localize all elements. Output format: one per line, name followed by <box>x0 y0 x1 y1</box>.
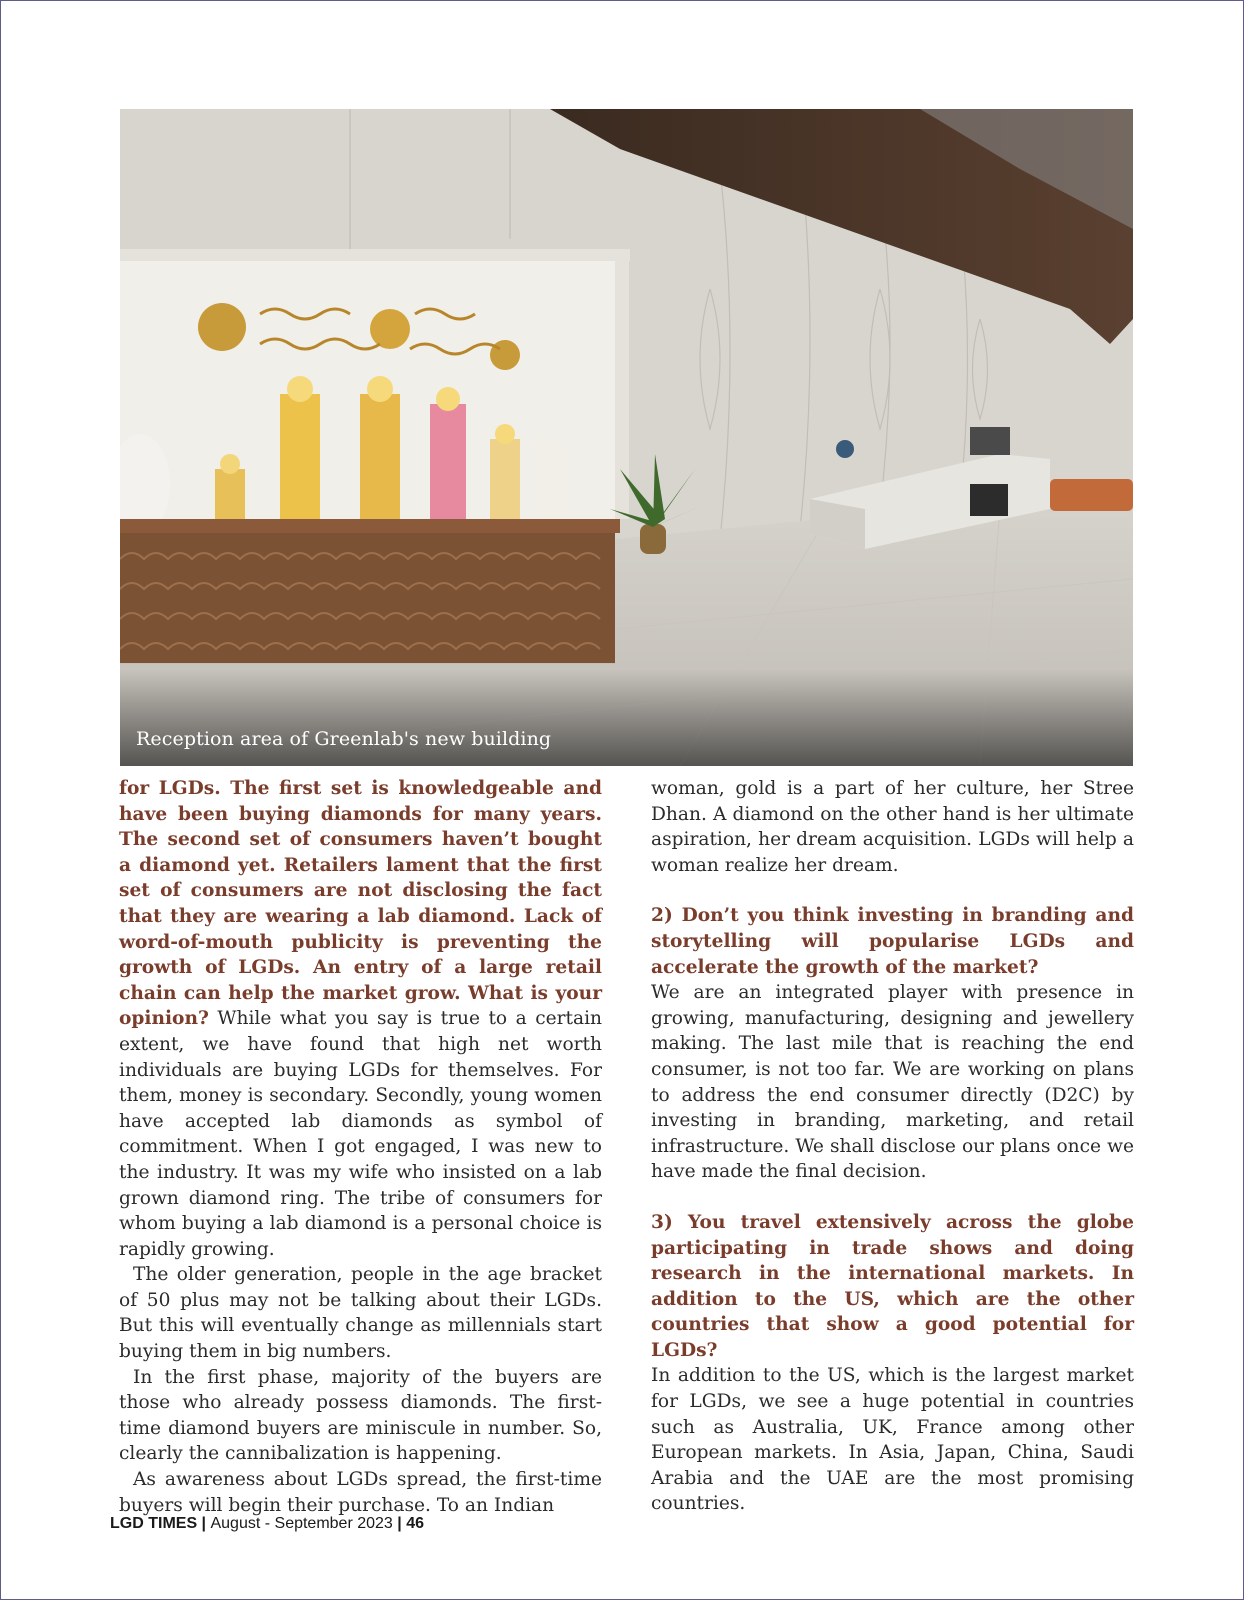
footer-separator: | <box>197 1515 211 1532</box>
answer-2: We are an integrated player with presence in growing, manufacturing, designing and jewellery making. The last mile that is reaching the end consumer, is not too far. We are working on plans to address the end consumer directly (D2C) by investing in branding, marketing, and retail infrastructure. We shall disclose our plans once we have made the final decision. <box>651 982 1134 1183</box>
spacer <box>651 878 1134 903</box>
page-footer <box>110 1515 424 1533</box>
qa-block-1 <box>119 776 602 1262</box>
question-1-continued: for LGDs. The first set is knowledgeable and have been buying diamonds for many years. The second set of consumers haven’t bought a diamond yet. Retailers lament that the first set of consumers are not disclosing the fact that they are wearing a lab diamond. Lack of word-of-mouth publicity is preventing the growth of LGDs. An entry of a large retail chain can help the market grow. What is your opinion? <box>119 778 602 1030</box>
left-column <box>119 776 602 1518</box>
issue-date: August - September 2023 <box>210 1515 393 1532</box>
answer-3: In addition to the US, which is the largest market for LGDs, we see a huge potential in countries such as Australia, UK, France among other European markets. In Asia, Japan, China, Saudi Arabia and the UAE are the most promising countries. <box>651 1365 1134 1515</box>
question-3: 3) You travel extensively across the globe participating in trade shows and doing research in the international markets. In addition to the US, which are the other countries that show a good potential for LGDs? <box>651 1211 1134 1361</box>
photo-caption: Reception area of Greenlab's new building <box>136 728 552 750</box>
right-column <box>651 776 1134 1517</box>
spacer <box>651 1185 1134 1210</box>
paragraph-first-phase: In the first phase, majority of the buyers are those who already possess diamonds. The first-time diamond buyers are miniscule in number. So, clearly the cannibalization is happening. <box>119 1366 602 1465</box>
paragraph-indian-woman: woman, gold is a part of her culture, her Stree Dhan. A diamond on the other hand is her ultimate aspiration, her dream acquisition. LGDs will help a woman realize her dream. <box>651 778 1134 876</box>
paragraph-awareness: As awareness about LGDs spread, the first-time buyers will begin their purchase. To an Indian <box>119 1469 602 1516</box>
question-2: 2) Don’t you think investing in branding and storytelling will popularise LGDs and accelerate the growth of the market? <box>651 905 1134 978</box>
footer-separator: | <box>392 1515 407 1532</box>
answer-1: While what you say is true to a certain extent, we have found that high net worth individuals are buying LGDs for themselves. For them, money is secondary. Secondly, young women have accepted lab diamonds as symbol of commitment. When I got engaged, I was new to the industry. It was my wife who insisted on a lab grown diamond ring. The tribe of consumers for whom buying a lab diamond is a personal choice is rapidly growing. <box>119 1008 602 1260</box>
photo-illustration <box>120 109 1133 766</box>
reception-photo <box>120 109 1133 766</box>
paragraph-older-generation: The older generation, people in the age bracket of 50 plus may not be talking about their LGDs. But this will eventually change as millennials start buying them in big numbers. <box>119 1264 602 1363</box>
page-number: 46 <box>406 1515 424 1532</box>
publication-name: LGD TIMES <box>110 1515 198 1532</box>
